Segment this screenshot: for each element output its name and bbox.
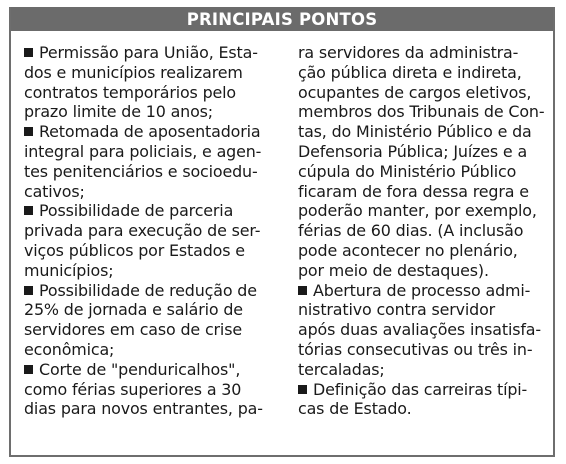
- text-line: [24, 281, 280, 301]
- text-line: [298, 142, 548, 162]
- line-text: cúpula do Ministério Público: [298, 161, 517, 181]
- square-bullet-icon: [24, 48, 33, 57]
- text-line: [24, 261, 280, 281]
- line-text: pode acontecer no plenário,: [298, 240, 518, 260]
- text-line: [24, 102, 280, 122]
- right-column: [298, 43, 548, 419]
- text-line: [24, 380, 280, 400]
- line-text: ocupantes de cargos eletivos,: [298, 82, 532, 102]
- line-text: após duas avaliações insatisfa-: [298, 320, 541, 340]
- line-text: nistrativo contra servidor: [298, 300, 496, 320]
- line-text: Possibilidade de redução de: [39, 280, 257, 300]
- text-line: [24, 241, 280, 261]
- square-bullet-icon: [24, 127, 33, 136]
- line-text: prazo limite de 10 anos;: [24, 102, 214, 122]
- line-text: ra servidores da administra-: [298, 43, 519, 62]
- text-line: [24, 63, 280, 83]
- text-line: [298, 340, 548, 360]
- text-line: [24, 340, 280, 360]
- text-line: [24, 300, 280, 320]
- line-text: Defensoria Pública; Juízes e a: [298, 141, 528, 161]
- square-bullet-icon: [24, 286, 33, 295]
- line-text: servidores em caso de crise: [24, 320, 242, 340]
- text-line: [298, 320, 548, 340]
- text-line: [298, 281, 548, 301]
- line-text: dos e municípios realizarem: [24, 62, 243, 82]
- text-line: [298, 399, 548, 419]
- text-line: [298, 380, 548, 400]
- left-column: [24, 43, 280, 419]
- text-line: [298, 182, 548, 202]
- text-line: [298, 241, 548, 261]
- key-points-box: [9, 7, 555, 457]
- line-text: cativos;: [24, 181, 85, 201]
- line-text: membros dos Tribunais de Con-: [298, 102, 545, 122]
- line-text: Possibilidade de parceria: [39, 201, 234, 221]
- text-line: [24, 162, 280, 182]
- text-line: [298, 221, 548, 241]
- text-line: [298, 122, 548, 142]
- line-text: ficaram de fora dessa regra e: [298, 181, 529, 201]
- text-line: [298, 261, 548, 281]
- line-text: dias para novos entrantes, pa-: [24, 399, 263, 419]
- text-line: [298, 360, 548, 380]
- text-line: [298, 102, 548, 122]
- line-text: contratos temporários pelo: [24, 82, 236, 102]
- text-line: [298, 63, 548, 83]
- line-text: tas, do Ministério Público e da: [298, 122, 532, 142]
- text-line: [24, 122, 280, 142]
- text-line: [24, 43, 280, 63]
- text-line: [298, 43, 548, 63]
- line-text: cas de Estado.: [298, 399, 412, 419]
- line-text: Corte de "penduricalhos",: [39, 359, 241, 379]
- square-bullet-icon: [298, 286, 307, 295]
- line-text: municípios;: [24, 260, 114, 280]
- text-line: [24, 221, 280, 241]
- line-text: Retomada de aposentadoria: [39, 122, 261, 142]
- line-text: tórias consecutivas ou três in-: [298, 339, 533, 359]
- line-text: econômica;: [24, 339, 115, 359]
- line-text: integral para policiais, e agen-: [24, 141, 262, 161]
- square-bullet-icon: [24, 365, 33, 374]
- text-line: [298, 201, 548, 221]
- line-text: viços públicos por Estados e: [24, 240, 245, 260]
- text-line: [24, 320, 280, 340]
- line-text: ção pública direta e indireta,: [298, 62, 522, 82]
- text-columns: [24, 43, 545, 447]
- line-text: privada para execução de ser-: [24, 221, 261, 241]
- line-text: Definição das carreiras típi-: [313, 379, 528, 399]
- text-line: [24, 142, 280, 162]
- square-bullet-icon: [24, 206, 33, 215]
- line-text: poderão manter, por exemplo,: [298, 201, 537, 221]
- text-line: [24, 360, 280, 380]
- header-bar: [11, 7, 553, 31]
- text-line: [298, 162, 548, 182]
- text-line: [24, 83, 280, 103]
- line-text: tes penitenciários e socioedu-: [24, 161, 258, 181]
- text-line: [24, 182, 280, 202]
- box-title: PRINCIPAIS PONTOS: [186, 9, 378, 29]
- line-text: 25% de jornada e salário de: [24, 300, 243, 320]
- text-line: [298, 83, 548, 103]
- line-text: tercaladas;: [298, 359, 385, 379]
- line-text: como férias superiores a 30: [24, 379, 242, 399]
- square-bullet-icon: [298, 385, 307, 394]
- text-line: [24, 201, 280, 221]
- line-text: Permissão para União, Esta-: [39, 43, 258, 62]
- line-text: por meio de destaques).: [298, 260, 489, 280]
- line-text: férias de 60 dias. (A inclusão: [298, 221, 524, 241]
- text-line: [24, 399, 280, 419]
- text-line: [298, 300, 548, 320]
- line-text: Abertura de processo admi-: [313, 280, 531, 300]
